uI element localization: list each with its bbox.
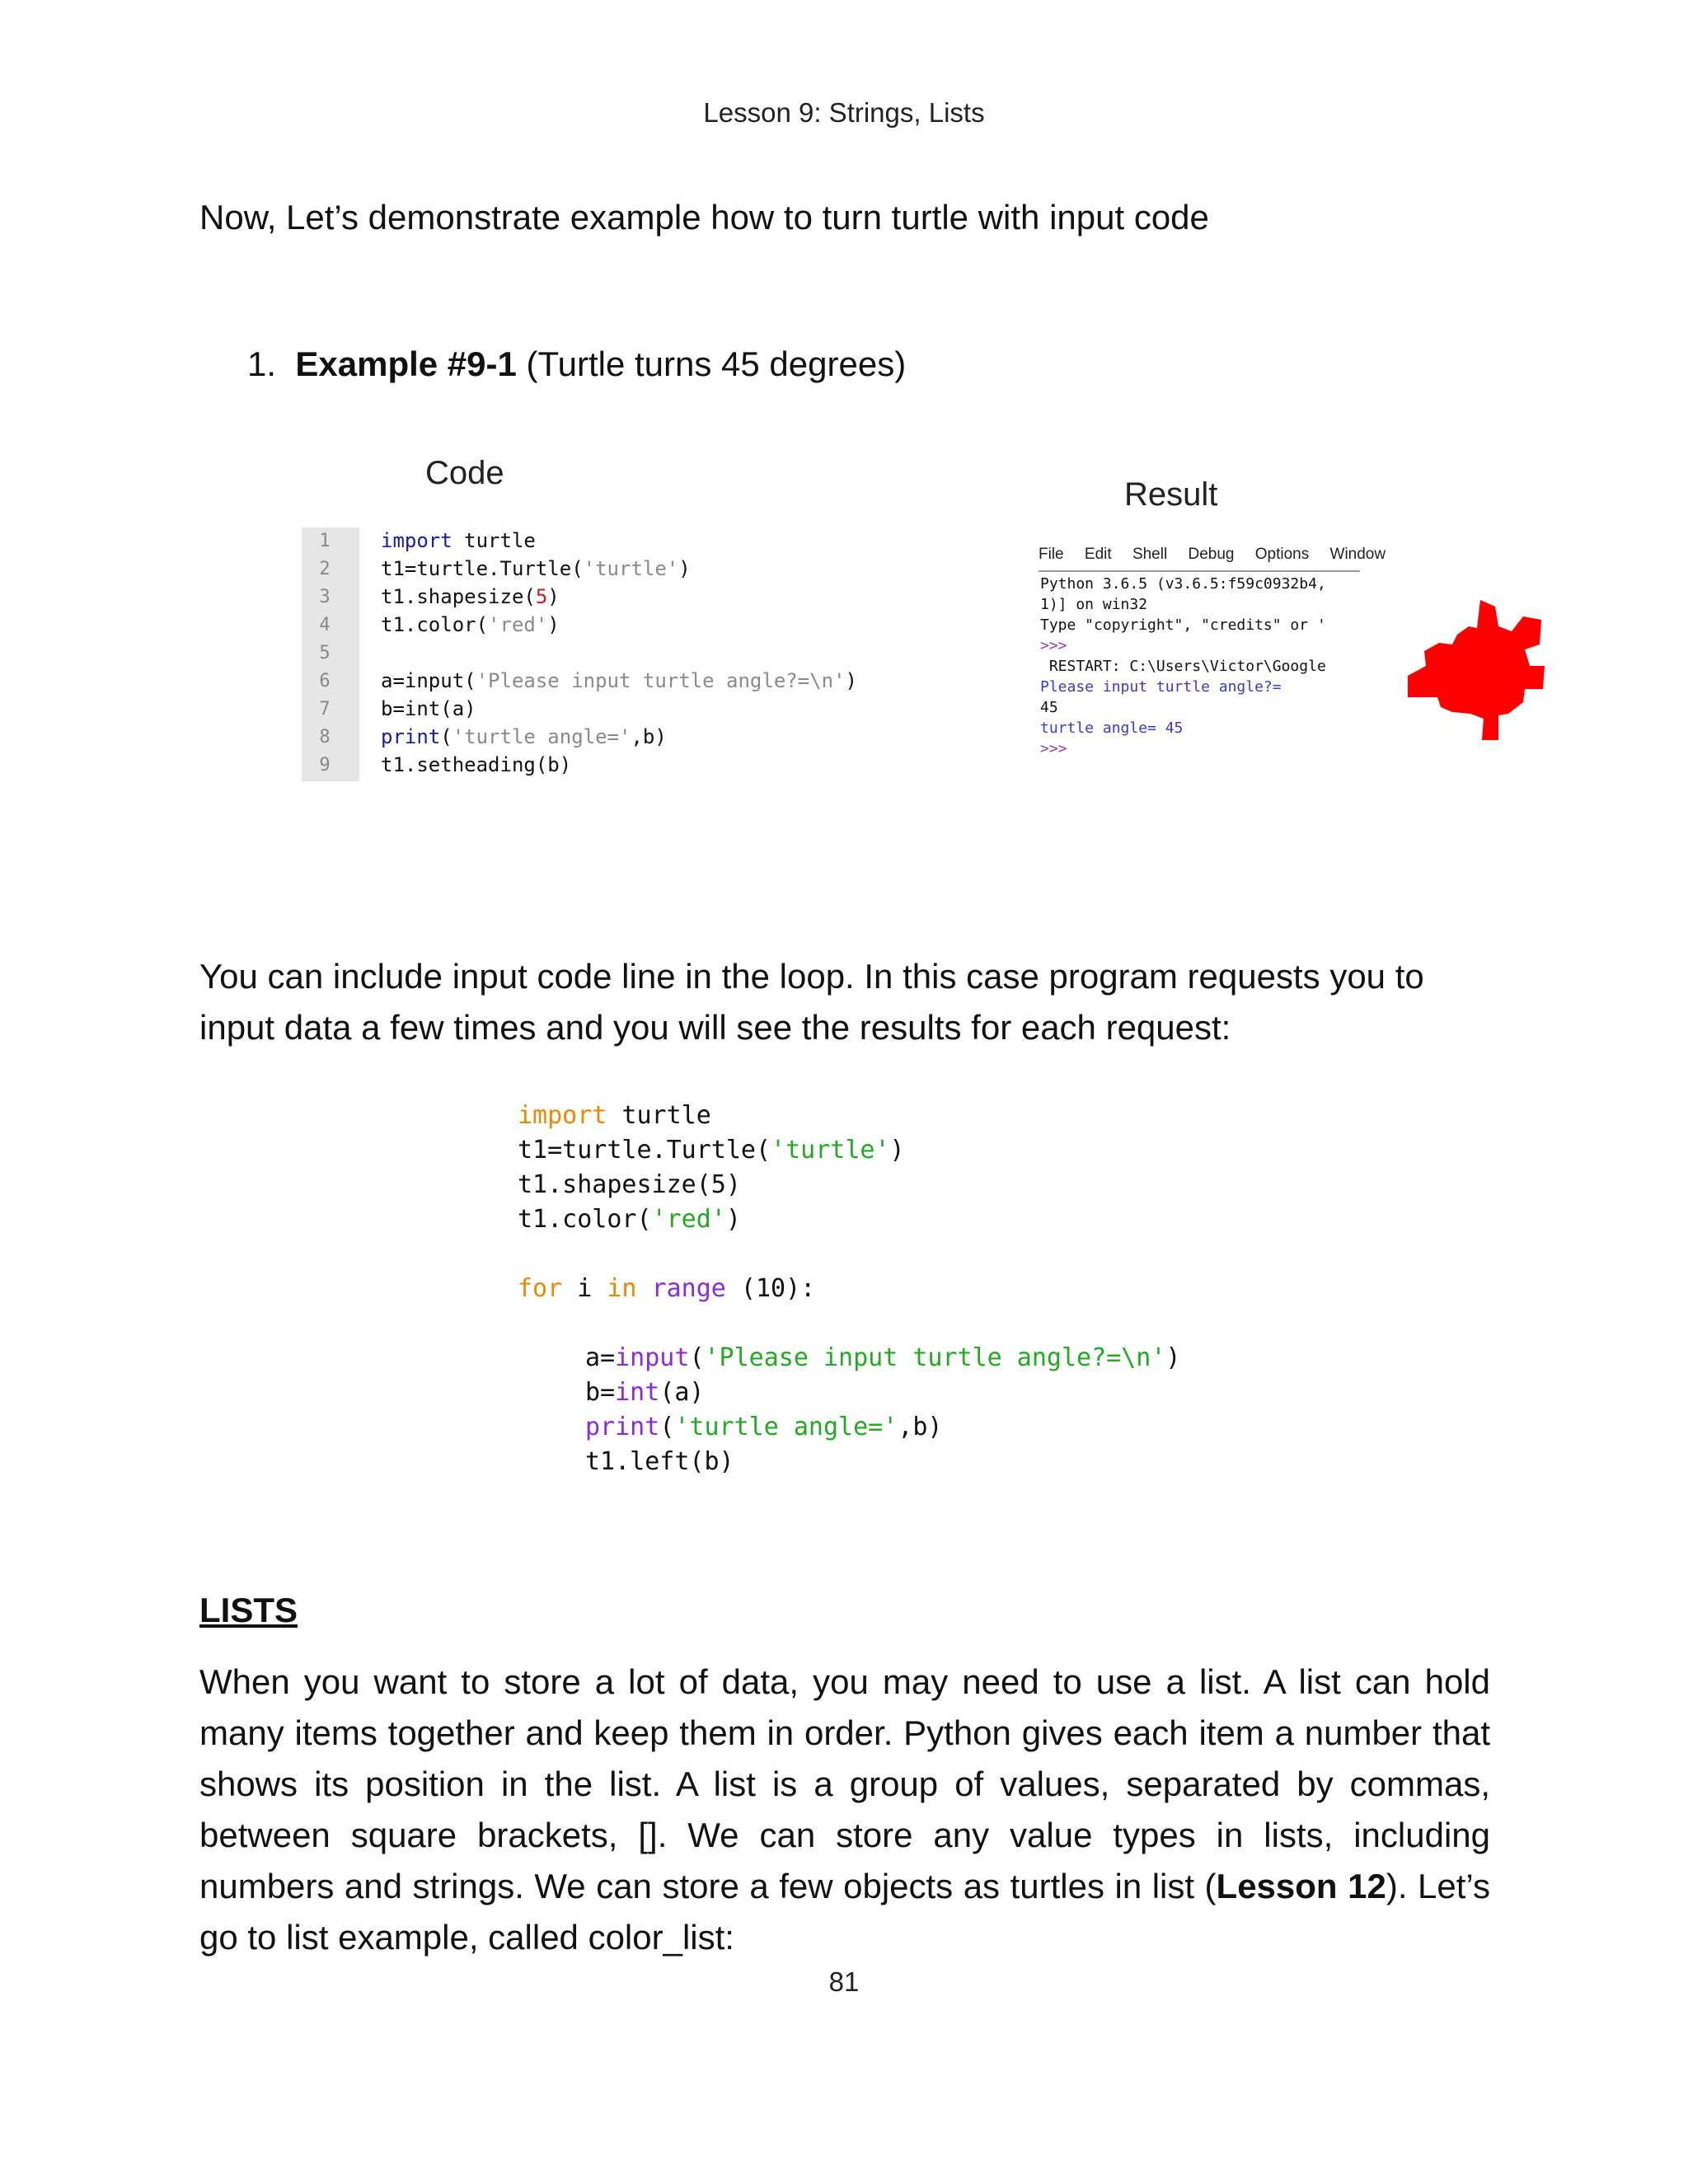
result-label: Result xyxy=(1124,476,1218,513)
code-listing-2 xyxy=(313,1063,1181,1508)
line-number: 3 xyxy=(319,587,331,607)
shell-output: Please input turtle angle?= xyxy=(1040,678,1282,696)
example-description: (Turtle turns 45 degrees) xyxy=(526,344,907,383)
intro-paragraph: Now, Let’s demonstrate example how to turn turtle with input code xyxy=(199,198,1209,237)
code-line: t1.left(b) xyxy=(585,1447,734,1476)
code-line: print('turtle angle=',b) xyxy=(381,725,667,748)
shell-output: turtle angle= 45 xyxy=(1040,719,1184,737)
line-number: 4 xyxy=(319,615,331,635)
line-number: 6 xyxy=(319,671,331,691)
shell-line: RESTART: C:\Users\Victor\Google xyxy=(1040,658,1326,675)
code-line: t1.color('red') xyxy=(381,613,560,636)
line-number: 7 xyxy=(319,699,331,719)
page-header: Lesson 9: Strings, Lists xyxy=(703,97,985,128)
shell-prompt: >>> xyxy=(1040,740,1067,757)
example-number: 1. xyxy=(247,344,277,383)
example-title: Example #9-1 xyxy=(295,344,517,383)
example-heading xyxy=(247,344,906,384)
code-line: import turtle xyxy=(381,529,536,552)
shell-line: 1)] on win32 xyxy=(1040,596,1148,613)
loop-paragraph: You can include input code line in the loop. In this case program requests you to input data a few times and you will see the results for each request: xyxy=(199,957,1424,1047)
code-line: import turtle xyxy=(518,1101,711,1130)
shell-prompt: >>> xyxy=(1040,637,1067,654)
code-line: t1.shapesize(5) xyxy=(518,1170,741,1199)
code-line: b=int(a) xyxy=(585,1378,705,1407)
code-line: b=int(a) xyxy=(381,697,476,720)
shell-menu-bar xyxy=(1039,546,1386,572)
line-number: 9 xyxy=(319,755,331,776)
code-line: t1.color('red') xyxy=(518,1205,741,1234)
code-line: t1=turtle.Turtle('turtle') xyxy=(518,1136,905,1165)
lists-paragraph: When you want to store a lot of data, you may need to use a list. A list can hold many items together and keep them in order. Python gives each item a number that shows its position in the list. A list is a group of values, separated by commas, between square brackets, []. We can store any value types in lists, including numbers and strings. We can store a few objects as turtles in list (Lesson 12). Let’s go to list example, called color_list: xyxy=(199,1662,1490,1957)
line-number: 2 xyxy=(319,559,331,579)
code-label: Code xyxy=(425,455,504,491)
code-line: t1.setheading(b) xyxy=(381,753,572,776)
code-line: a=input('Please input turtle angle?=\n') xyxy=(585,1343,1181,1372)
page-number: 81 xyxy=(828,1966,860,1997)
line-number-gutter xyxy=(302,527,359,781)
section-heading-lists: LISTS xyxy=(199,1591,298,1629)
line-number: 5 xyxy=(319,643,331,663)
code-line: a=input('Please input turtle angle?=\n') xyxy=(381,669,857,692)
code-line: t1=turtle.Turtle('turtle') xyxy=(381,557,691,580)
menu-window[interactable]: Window xyxy=(1329,546,1386,563)
shell-input: 45 xyxy=(1040,699,1058,716)
turtle-shape-image xyxy=(1401,598,1550,747)
code-line: for i in range (10): xyxy=(518,1274,816,1303)
lesson-reference: Lesson 12 xyxy=(1216,1867,1386,1905)
shell-line: Type "copyright", "credits" or ' xyxy=(1040,616,1326,634)
code-listing-1 xyxy=(302,527,857,781)
code-line: t1.shapesize(5) xyxy=(381,585,560,608)
line-number: 8 xyxy=(319,727,331,748)
code-line: print('turtle angle=',b) xyxy=(585,1413,943,1441)
menu-edit[interactable]: Edit xyxy=(1084,546,1112,563)
menu-options[interactable]: Options xyxy=(1254,546,1310,563)
line-number: 1 xyxy=(319,531,331,551)
menu-file[interactable]: File xyxy=(1039,546,1064,563)
shell-line: Python 3.6.5 (v3.6.5:f59c0932b4, xyxy=(1040,575,1326,593)
menu-shell[interactable]: Shell xyxy=(1132,546,1168,563)
menu-debug[interactable]: Debug xyxy=(1188,546,1235,563)
idle-shell-window xyxy=(1039,546,1386,760)
